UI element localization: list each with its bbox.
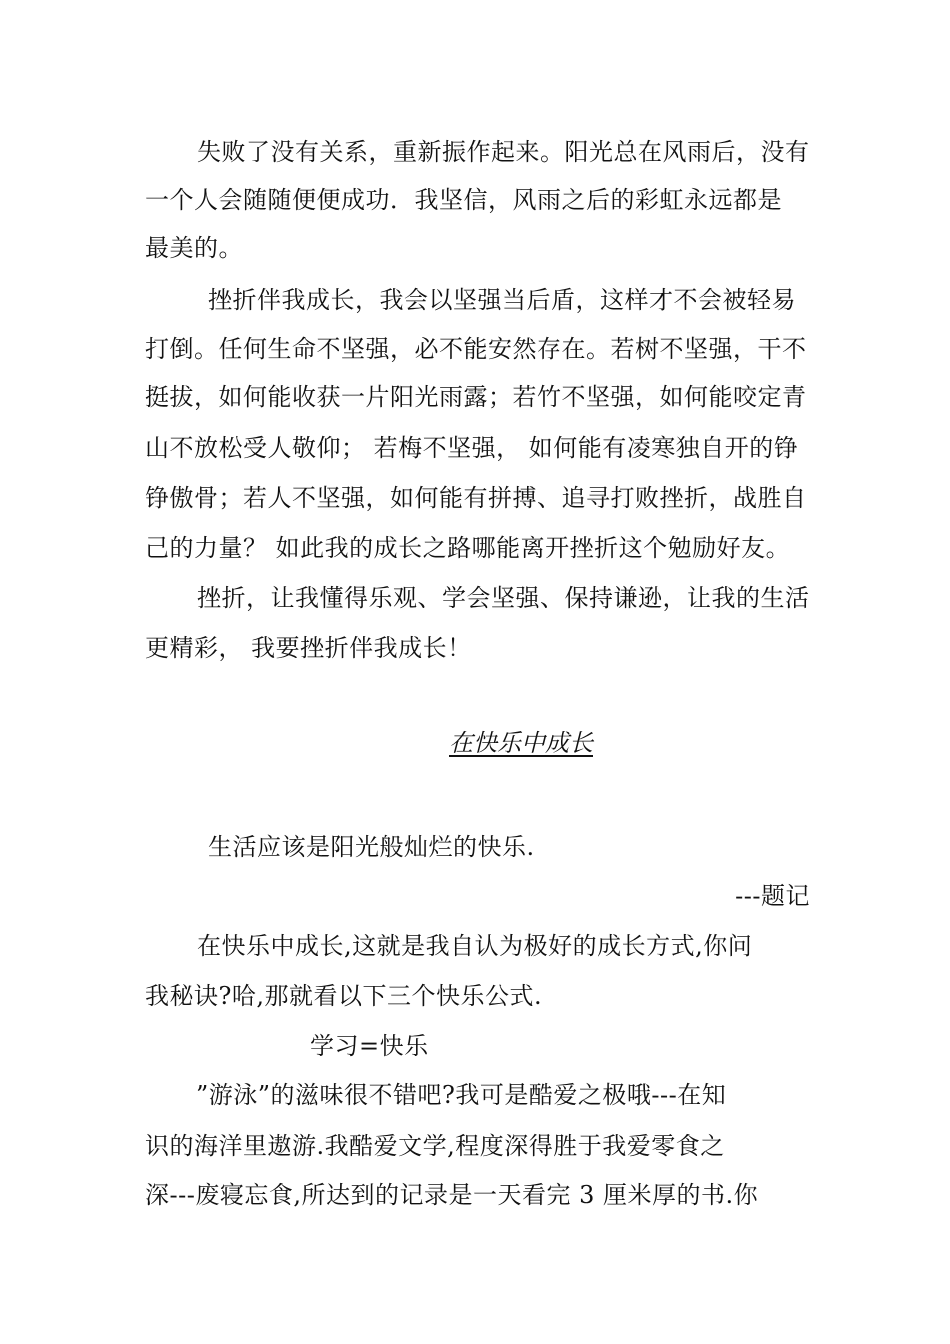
text-line: 挫折，让我懂得乐观、学会坚强、保持谦逊，让我的生活 bbox=[197, 584, 810, 612]
text-line: 铮傲骨；若人不坚强，如何能有拼搏、追寻打败挫折，战胜自 bbox=[145, 484, 807, 512]
text-line: 山不放松受人敬仰； 若梅不坚强， 如何能有凌寒独自开的铮 bbox=[145, 434, 799, 462]
text-line: 深---废寝忘食,所达到的记录是一天看完 3 厘米厚的书.你 bbox=[145, 1181, 759, 1209]
formula-heading: 学习=快乐 bbox=[310, 1032, 429, 1060]
epigraph: 生活应该是阳光般灿烂的快乐. bbox=[208, 833, 535, 861]
text-line: 我秘诀?哈,那就看以下三个快乐公式. bbox=[145, 982, 543, 1010]
text-line: 更精彩， 我要挫折伴我成长！ bbox=[145, 634, 472, 662]
text-line: 挫折伴我成长，我会以坚强当后盾，这样才不会被轻易 bbox=[208, 286, 796, 314]
text-line: 打倒。任何生命不坚强，必不能安然存在。若树不坚强，干不 bbox=[145, 335, 807, 363]
text-line: ”游泳”的滋味很不错吧?我可是酷爱之极哦---在知 bbox=[196, 1081, 727, 1109]
text-line: 失败了没有关系，重新振作起来。阳光总在风雨后，没有 bbox=[197, 138, 810, 166]
text-line: 挺拔，如何能收获一片阳光雨露；若竹不坚强，如何能咬定青 bbox=[145, 383, 807, 411]
text-line: 己的力量？ 如此我的成长之路哪能离开挫折这个勉励好友。 bbox=[145, 534, 791, 562]
text-line: 在快乐中成长,这就是我自认为极好的成长方式,你问 bbox=[197, 932, 753, 960]
text-line: 一个人会随随便便成功．我坚信，风雨之后的彩虹永远都是 bbox=[145, 186, 782, 214]
epigraph-note: ---题记 bbox=[735, 882, 810, 910]
section-title: 在快乐中成长 bbox=[449, 729, 593, 757]
text-line: 最美的。 bbox=[145, 234, 243, 262]
text-line: 识的海洋里遨游.我酷爱文学,程度深得胜于我爱零食之 bbox=[145, 1132, 725, 1160]
